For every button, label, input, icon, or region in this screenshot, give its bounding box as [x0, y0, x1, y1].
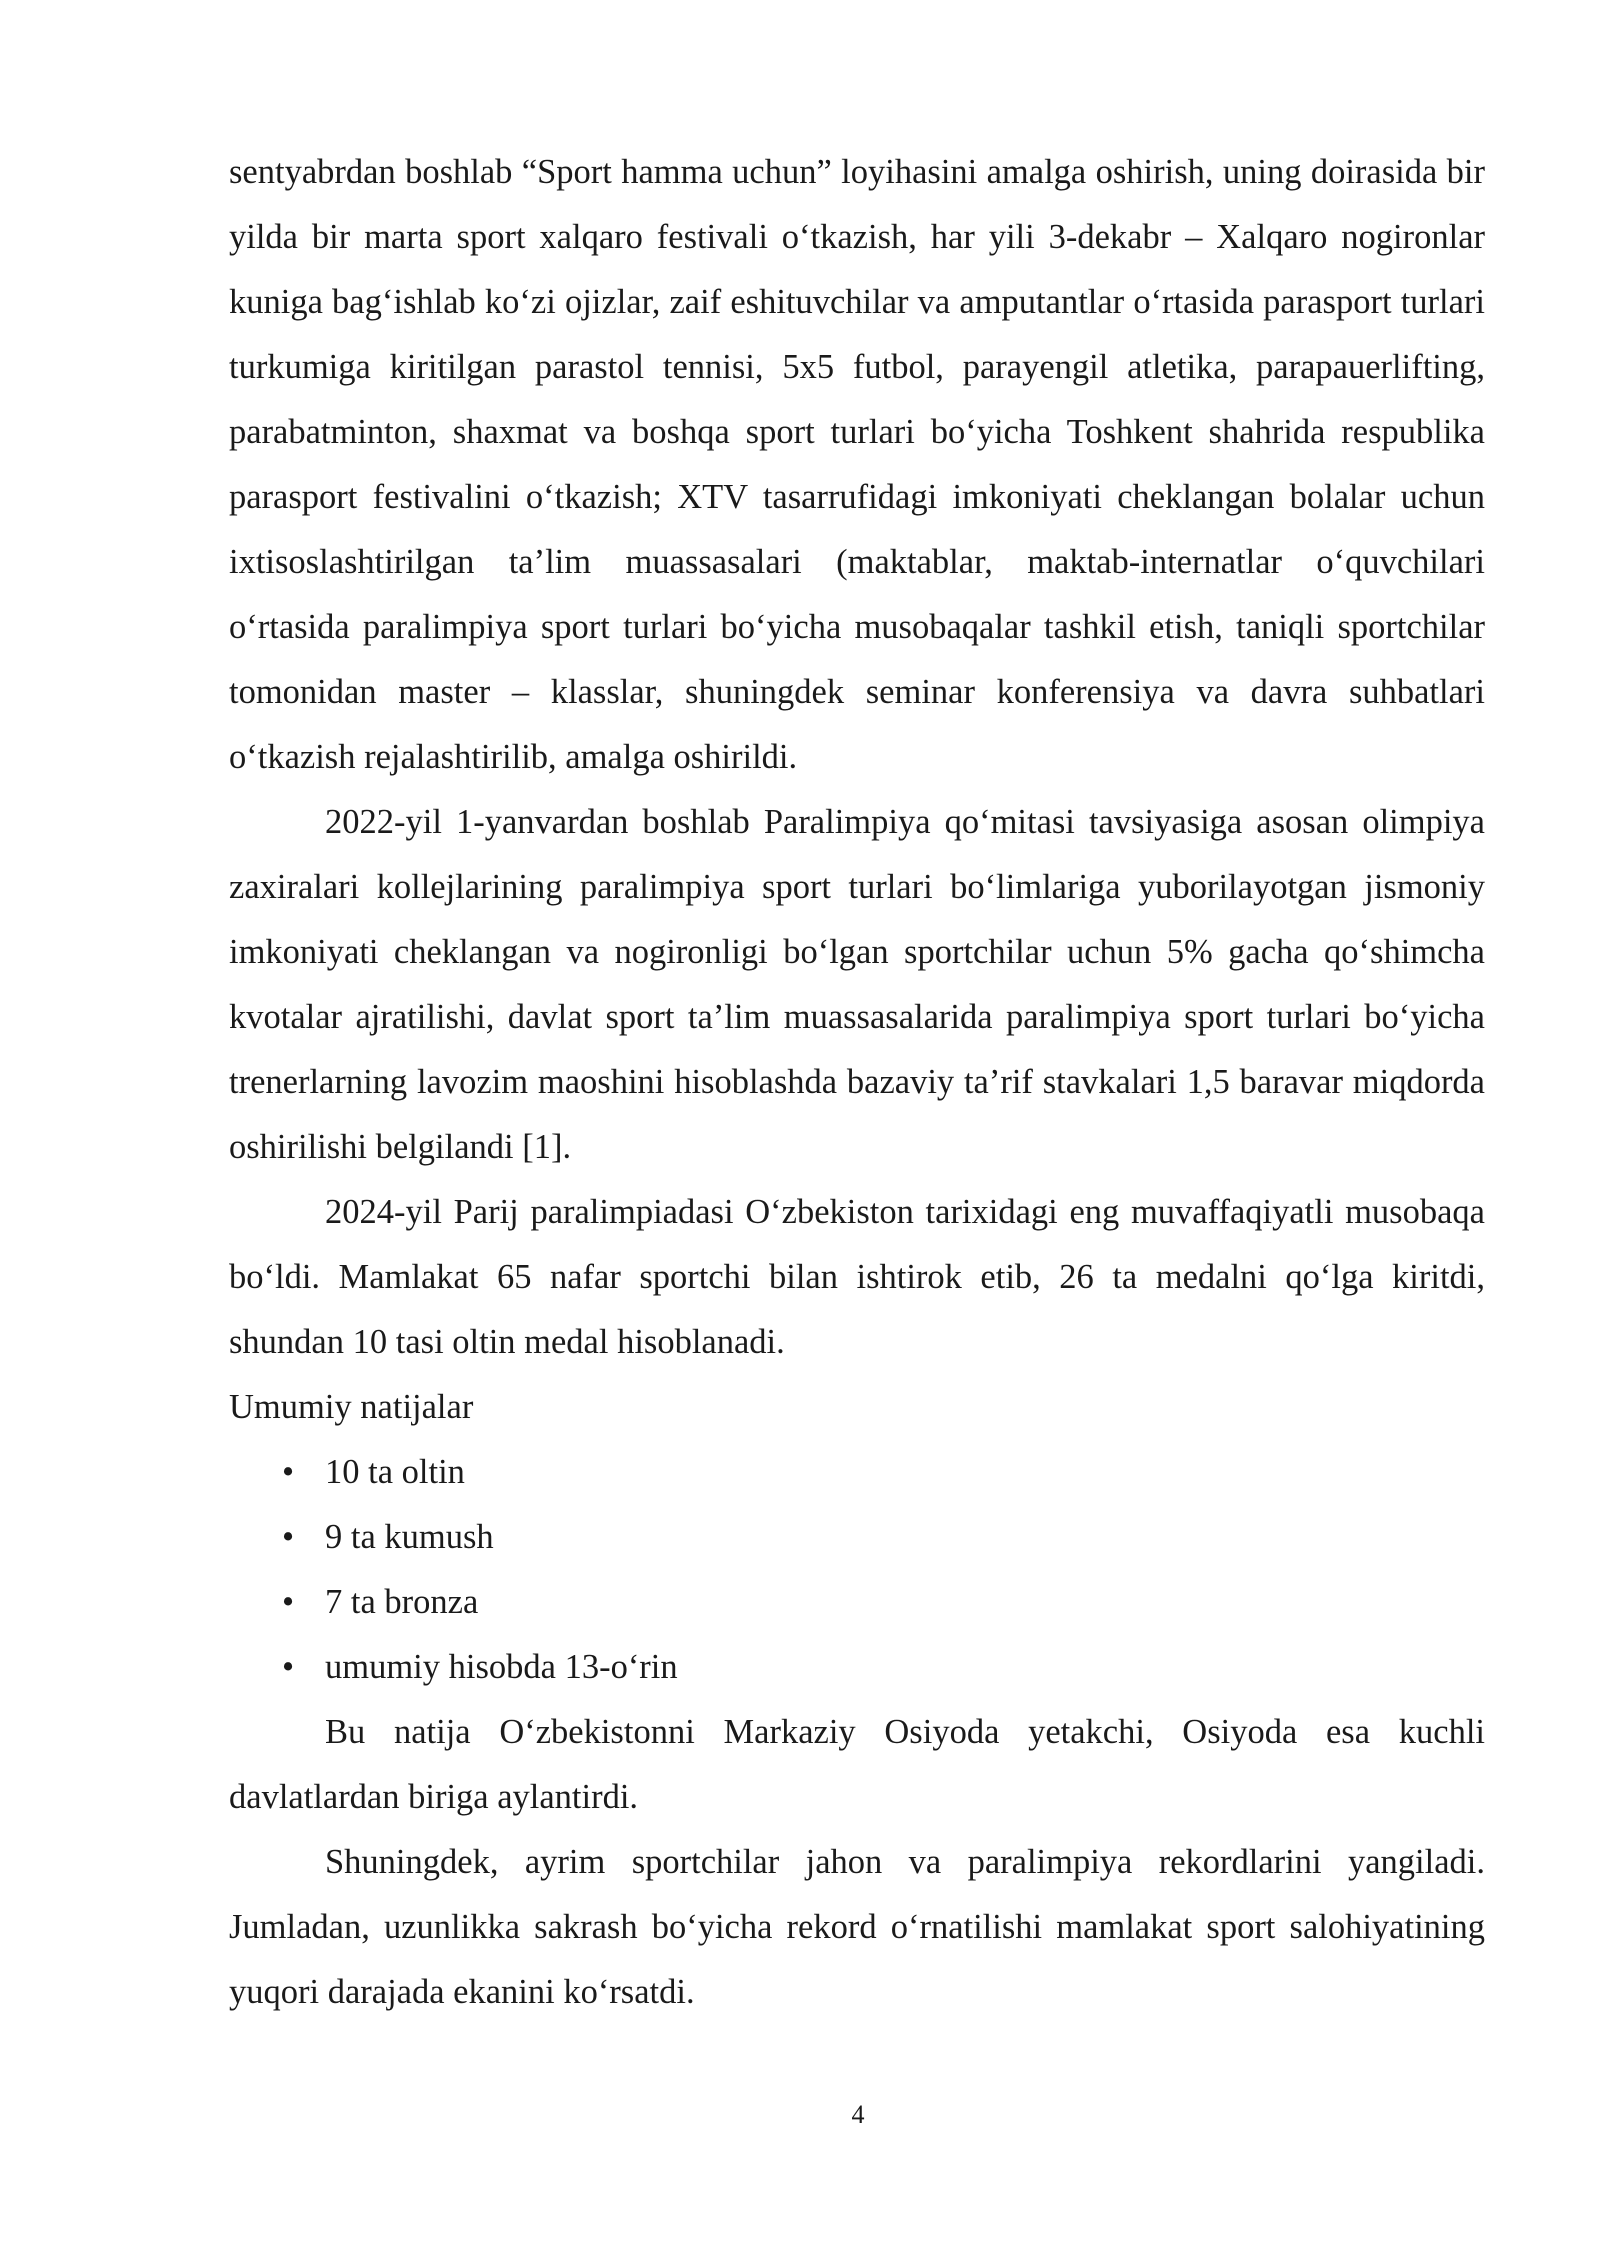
list-item-text: 7 ta bronza: [325, 1583, 479, 1621]
bullet-icon: •: [281, 1518, 295, 1556]
list-item-text: 10 ta oltin: [325, 1453, 465, 1491]
page-number: 4: [851, 2100, 865, 2129]
results-list: [229, 1440, 1485, 1700]
list-item-text: 9 ta kumush: [325, 1518, 494, 1556]
bullet-icon: •: [281, 1583, 295, 1621]
list-item: [229, 1635, 1485, 1700]
paragraph-central-asia-leader: Bu natija O‘zbekistonni Markaziy Osiyoda yetakchi, Osiyoda esa kuchli davlatlardan biriga aylantirdi.: [229, 1713, 1485, 1816]
document-body: [229, 140, 1485, 2025]
list-item: [229, 1505, 1485, 1570]
bullet-icon: •: [281, 1453, 295, 1491]
results-heading: Umumiy natijalar: [229, 1388, 474, 1426]
paragraph-2022-quotas: 2022-yil 1-yanvardan boshlab Paralimpiya qo‘mitasi tavsiyasiga asosan olimpiya zaxiralari kollejlarining paralimpiya sport turlari bo‘limlariga yuborilayotgan jismoniy imkoniyati cheklangan va nogironligi bo‘lgan sportchilar uchun 5% gacha qo‘shimcha kvotalar ajratilishi, davlat sport ta’lim muassasalarida paralimpiya sport turlari bo‘yicha trenerlarning lavozim maoshini hisoblashda bazaviy ta’rif stavkalari 1,5 baravar miqdorda oshirilishi belgilandi [1].: [229, 803, 1485, 1166]
paragraph-records: Shuningdek, ayrim sportchilar jahon va paralimpiya rekordlarini yangiladi. Jumladan, uzunlikka sakrash bo‘yicha rekord o‘rnatilishi mamlakat sport salohiyatining yuqori darajada ekanini ko‘rsatdi.: [229, 1843, 1485, 2011]
list-item: [229, 1570, 1485, 1635]
bullet-icon: •: [281, 1648, 295, 1686]
list-item: [229, 1440, 1485, 1505]
list-item-text: umumiy hisobda 13-o‘rin: [325, 1648, 678, 1686]
paragraph-2024-paris: 2024-yil Parij paralimpiadasi O‘zbekiston tarixidagi eng muvaffaqiyatli musobaqa bo‘ldi. Mamlakat 65 nafar sportchi bilan ishtirok etib, 26 ta medalni qo‘lga kiritdi, shundan 10 tasi oltin medal hisoblanadi.: [229, 1193, 1485, 1361]
paragraph-continuation: sentyabrdan boshlab “Sport hamma uchun” loyihasini amalga oshirish, uning doirasida bir yilda bir marta sport xalqaro festivali o‘tkazish, har yili 3-dekabr – Xalqaro nogironlar kuniga bag‘ishlab ko‘zi ojizlar, zaif eshituvchilar va amputantlar o‘rtasida parasport turlari turkumiga kiritilgan parastol tennisi, 5x5 futbol, parayengil atletika, parapauerlifting, parabatminton, shaxmat va boshqa sport turlari bo‘yicha Toshkent shahrida respublika parasport festivalini o‘tkazish; XTV tasarrufidagi imkoniyati cheklangan bolalar uchun ixtisoslashtirilgan ta’lim muassasalari (maktablar, maktab-internatlar o‘quvchilari o‘rtasida paralimpiya sport turlari bo‘yicha musobaqalar tashkil etish, taniqli sportchilar tomonidan master – klasslar, shuningdek seminar konferensiya va davra suhbatlari o‘tkazish rejalashtirilib, amalga oshirildi.: [229, 153, 1485, 776]
